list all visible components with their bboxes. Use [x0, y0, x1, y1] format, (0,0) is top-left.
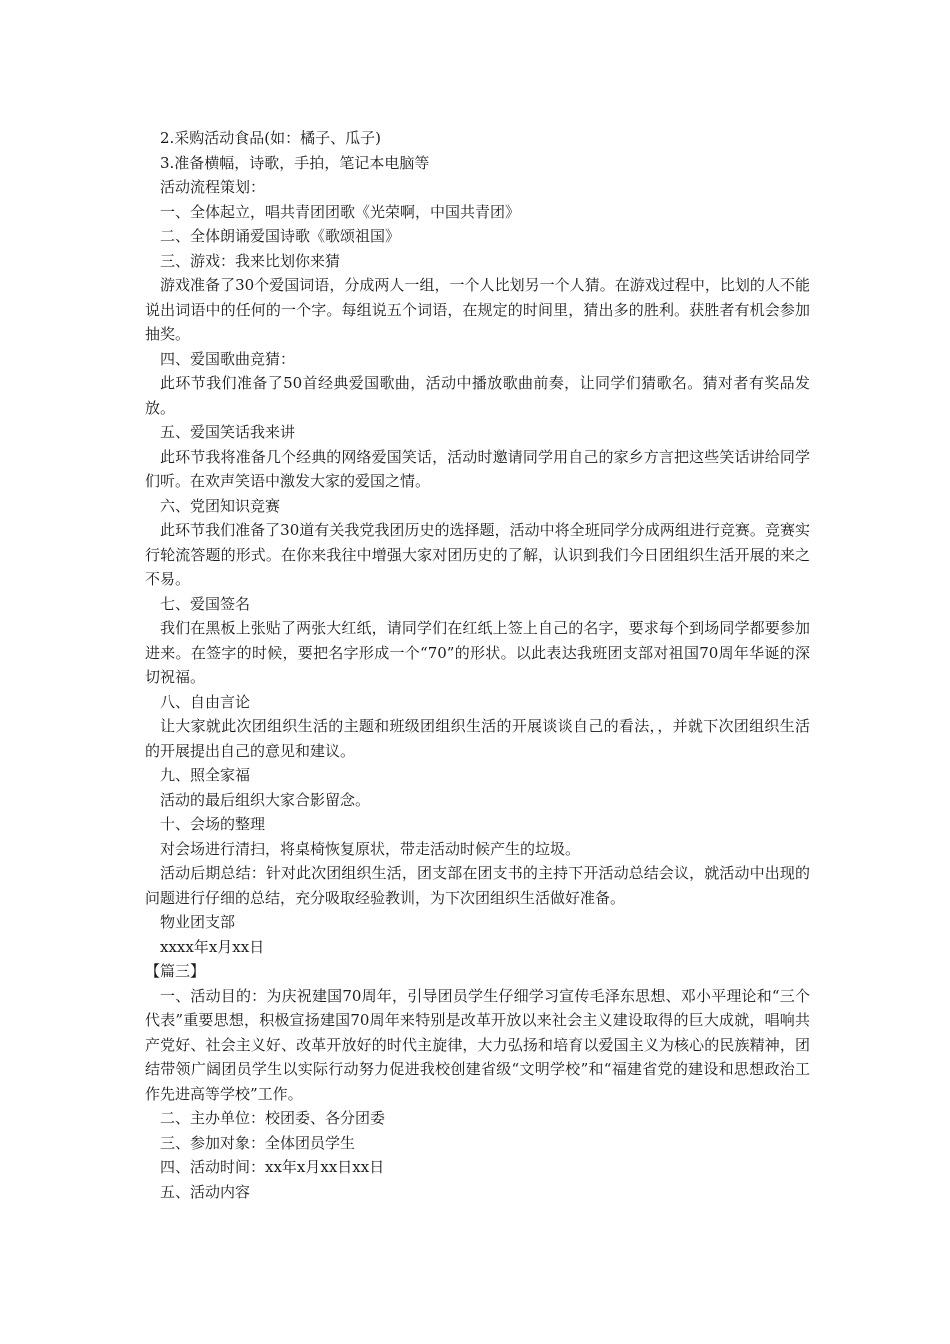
paragraph: 活动流程策划：: [160, 178, 266, 196]
paragraph: 二、全体朗诵爱国诗歌《歌颂祖国》: [160, 227, 401, 245]
paragraph: 三、游戏：我来比划你来猜: [160, 251, 341, 270]
paragraph: 此环节我将准备几个经典的网络爱国笑话，活动时邀请同学用自己的家乡方言把这些笑话讲给同学们听。在欢声笑语中激发大家的爱国之情。: [145, 447, 810, 490]
paragraph: 五、活动内容: [160, 1182, 251, 1201]
paragraph: 活动后期总结：针对此次团组织生活，团支部在团支书的主持下开活动总结会议，就活动中出现的问题进行仔细的总结，充分吸取经验教训，为下次团组织生活做好准备。: [145, 864, 810, 907]
paragraph: 一、活动目的：为庆祝建国70周年，引导团员学生仔细学习宣传毛泽东思想、邓小平理论和“三个代表”重要思想，积极宣扬建国70周年来特别是改革开放以来社会主义建设取得的巨大成就，唱响共产党好、社会主义好、改革开放好的时代主旋律，大力弘扬和培育以爱国主义为核心的民族精神，团结带领广阔团员学生以实际行动努力促进我校创建省级“文明学校”和“福建省党的建设和思想政治工作先进高等学校”工作。: [145, 986, 810, 1103]
paragraph: 七、爱国签名: [160, 594, 251, 613]
paragraph: 四、爱国歌曲竞猜：: [160, 349, 296, 368]
paragraph: xxxx年x月xx日: [160, 937, 265, 956]
paragraph: 一、全体起立，唱共青团团歌《光荣啊，中国共青团》: [160, 202, 521, 221]
paragraph: 八、自由言论: [160, 692, 251, 711]
paragraph: 2.采购活动食品(如：橘子、瓜子): [160, 129, 382, 147]
paragraph: 十、会场的整理: [160, 815, 266, 833]
paragraph: 活动的最后组织大家合影留念。: [160, 790, 371, 809]
document-body: [145, 126, 810, 1204]
paragraph: 此环节我们准备了30道有关我党我团历史的选择题，活动中将全班同学分成两组进行竞赛。竞赛实行轮流答题的形式。在你来我往中增强大家对团历史的了解，认识到我们今日团组织生活开展的来之不易。: [145, 521, 810, 588]
paragraph: 二、主办单位：校团委、各分团委: [160, 1109, 386, 1127]
paragraph: 游戏准备了30个爱国词语，分成两人一组，一个人比划另一个人猜。在游戏过程中，比划的人不能说出词语中的任何的一个字。每组说五个词语，在规定的时间里，猜出多的胜利。获胜者有机会参加抽奖。: [145, 276, 810, 343]
paragraph: 我们在黑板上张贴了两张大红纸，请同学们在红纸上签上自己的名字，要求每个到场同学都要参加进来。在签字的时候，要把名字形成一个“70”的形状。以此表达我班团支部对祖国70周年华诞的深切祝福。: [145, 619, 810, 686]
paragraph: 三、参加对象：全体团员学生: [160, 1133, 356, 1152]
paragraph: 让大家就此次团组织生活的主题和班级团组织生活的开展谈谈自己的看法，，并就下次团组织生活的开展提出自己的意见和建议。: [145, 717, 810, 760]
paragraph: 四、活动时间：xx年x月xx日xx日: [160, 1158, 385, 1176]
section-heading: 【篇三】: [145, 962, 206, 980]
paragraph: 物业团支部: [160, 913, 236, 931]
paragraph: 九、照全家福: [160, 766, 251, 784]
paragraph: 此环节我们准备了50首经典爱国歌曲，活动中播放歌曲前奏，让同学们猜歌名。猜对者有奖品发放。: [145, 374, 810, 417]
paragraph: 六、党团知识竞赛: [160, 496, 281, 515]
paragraph: 3.准备横幅，诗歌，手拍，笔记本电脑等: [160, 153, 430, 172]
paragraph: 五、爱国笑话我来讲: [160, 423, 296, 441]
paragraph: 对会场进行清扫，将桌椅恢复原状，带走活动时候产生的垃圾。: [160, 839, 581, 858]
